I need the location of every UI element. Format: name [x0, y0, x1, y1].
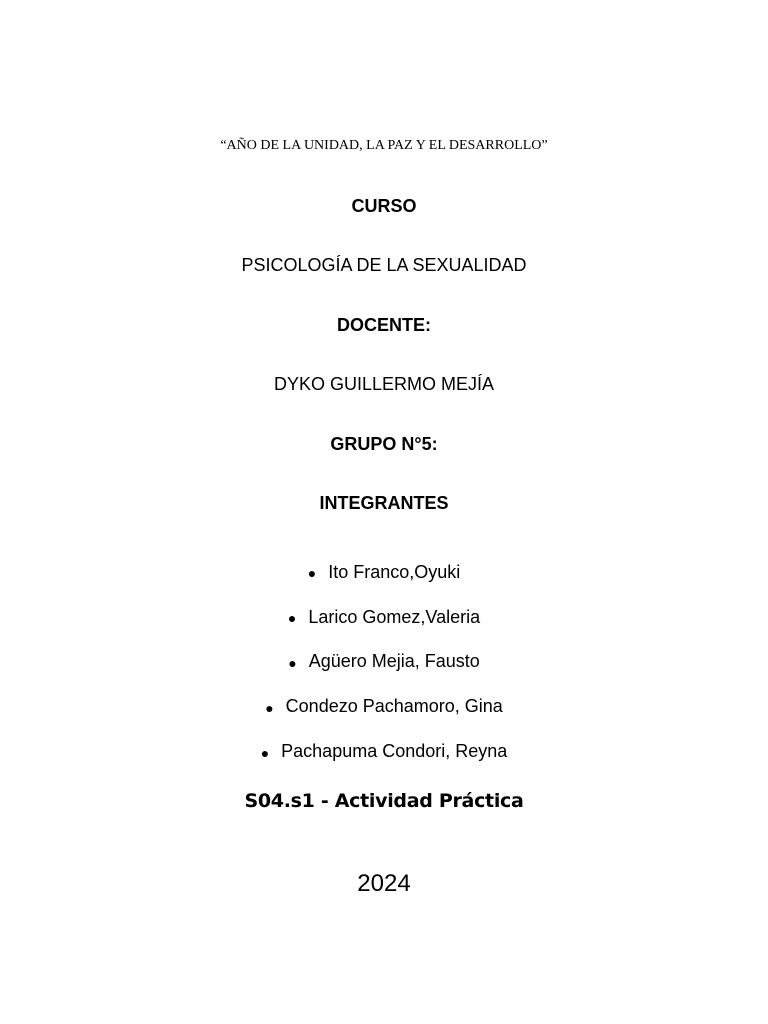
bullet-icon: ●	[287, 610, 297, 627]
member-name: Condezo Pachamoro, Gina	[285, 696, 503, 717]
bullet-icon: ●	[260, 744, 270, 761]
teacher-label: DOCENTE:	[337, 315, 431, 335]
bullet-icon: ●	[307, 565, 317, 582]
member-name: Pachapuma Condori, Reyna	[281, 741, 508, 762]
bullet-icon: ●	[265, 699, 274, 716]
list-item	[0, 640, 768, 685]
year: 2024	[357, 870, 411, 897]
members-label: INTEGRANTES	[319, 493, 449, 513]
list-item	[0, 595, 768, 640]
national-motto: “AÑO DE LA UNIDAD, LA PAZ Y EL DESARROLLO”	[220, 138, 548, 153]
bullet-icon: ●	[288, 654, 297, 671]
course-name: PSICOLOGÍA DE LA SEXUALIDAD	[241, 255, 527, 275]
teacher-name: DYKO GUILLERMO MEJÍA	[273, 374, 495, 394]
group-label: GRUPO N°5:	[330, 434, 438, 454]
list-item	[0, 684, 768, 729]
course-label: CURSO	[351, 196, 417, 216]
member-name: Ito Franco,Oyuki	[328, 561, 461, 582]
member-name: Agüero Mejia, Fausto	[308, 651, 480, 672]
members-list	[0, 550, 768, 774]
list-item	[0, 729, 768, 774]
member-name: Larico Gomez,Valeria	[308, 606, 481, 627]
list-item	[0, 550, 768, 595]
activity-title: S04.s1 - Actividad Práctica	[244, 790, 524, 812]
